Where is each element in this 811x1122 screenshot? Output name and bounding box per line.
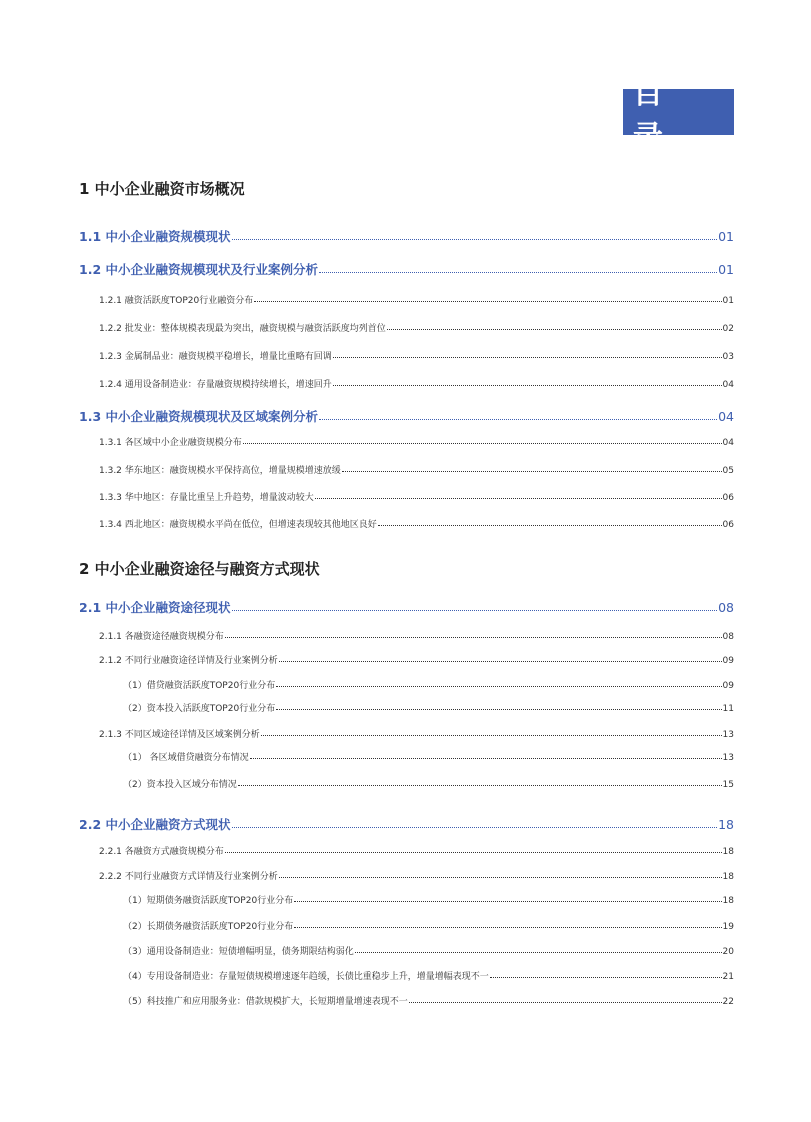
toc-page-number: 01 (718, 262, 734, 277)
toc-entry-label: （5）科技推广和应用服务业：借款规模扩大，长短期增量增速表现不一 (123, 997, 408, 1007)
chapter-heading: 2 中小企业融资途径与融资方式现状 (79, 560, 320, 578)
toc-leader-dots (243, 443, 722, 444)
toc-leader-dots (250, 758, 722, 759)
toc-entry-label: 1.3.3 华中地区：存量比重呈上升趋势，增量波动较大 (99, 493, 314, 503)
toc-entry-label: （4）专用设备制造业：存量短债规模增速逐年趋缓，长债比重稳步上升，增量增幅表现不一 (123, 972, 489, 982)
toc-subsection-entry[interactable] (0, 321, 734, 334)
toc-entry-label: （2）资本投入区域分布情况 (123, 780, 237, 790)
toc-section-entry[interactable] (0, 815, 734, 833)
toc-section-entry[interactable] (0, 260, 734, 278)
toc-entry-label: 1.3.1 各区域中小企业融资规模分布 (99, 438, 242, 448)
toc-leader-dots (238, 785, 722, 786)
toc-entry-label: 2.2 中小企业融资方式现状 (79, 817, 231, 832)
toc-item-entry[interactable] (0, 919, 734, 932)
toc-entry-label: 1.2.1 融资活跃度TOP20行业融资分布 (99, 296, 254, 306)
toc-entry-label: （1）借贷融资活跃度TOP20行业分布 (123, 681, 276, 691)
toc-title: 目 录 (623, 89, 734, 135)
toc-entry-label: 1.2.4 通用设备制造业：存量融资规模持续增长，增速回升 (99, 380, 332, 390)
toc-leader-dots (232, 610, 718, 611)
toc-section-entry[interactable] (0, 227, 734, 245)
toc-entry-label: 1.2.2 批发业：整体规模表现最为突出，融资规模与融资活跃度均列首位 (99, 324, 386, 334)
toc-leader-dots (225, 852, 722, 853)
toc-leader-dots (378, 525, 722, 526)
toc-subsection-entry[interactable] (0, 727, 734, 740)
toc-page-number: 11 (722, 704, 734, 714)
toc-page-number: 04 (718, 409, 734, 424)
toc-subsection-entry[interactable] (0, 844, 734, 857)
toc-leader-dots (232, 239, 718, 240)
toc-page-number: 13 (722, 753, 734, 763)
toc-page-number: 20 (722, 947, 734, 957)
toc-leader-dots (387, 329, 722, 330)
toc-subsection-entry[interactable] (0, 653, 734, 666)
toc-page-number: 21 (722, 972, 734, 982)
toc-entry-label: （2）资本投入活跃度TOP20行业分布 (123, 704, 276, 714)
toc-entry-label: 2.1 中小企业融资途径现状 (79, 600, 231, 615)
toc-leader-dots (232, 827, 718, 828)
toc-page-number: 08 (718, 600, 734, 615)
toc-subsection-entry[interactable] (0, 869, 734, 882)
toc-page-number: 09 (722, 656, 734, 666)
toc-entry-label: （1） 各区域借贷融资分布情况 (123, 753, 249, 763)
toc-leader-dots (254, 301, 721, 302)
toc-leader-dots (342, 471, 722, 472)
toc-page-number: 19 (722, 922, 734, 932)
toc-entry-label: 2.2.1 各融资方式融资规模分布 (99, 847, 224, 857)
toc-leader-dots (319, 272, 717, 273)
toc-subsection-entry[interactable] (0, 377, 734, 390)
toc-leader-dots (276, 686, 721, 687)
toc-subsection-entry[interactable] (0, 293, 734, 306)
toc-leader-dots (294, 927, 721, 928)
toc-page-number: 22 (722, 997, 734, 1007)
toc-leader-dots (490, 977, 722, 978)
toc-item-entry[interactable] (0, 777, 734, 790)
toc-item-entry[interactable] (0, 701, 734, 714)
toc-entry-label: 2.2.2 不同行业融资方式详情及行业案例分析 (99, 872, 278, 882)
toc-entry-label: 1.1 中小企业融资规模现状 (79, 229, 231, 244)
toc-page-number: 13 (722, 730, 734, 740)
toc-leader-dots (319, 419, 717, 420)
toc-entry-label: 1.3.2 华东地区：融资规模水平保持高位，增量规模增速放缓 (99, 466, 341, 476)
toc-subsection-entry[interactable] (0, 490, 734, 503)
toc-page-number: 18 (718, 817, 734, 832)
toc-leader-dots (279, 877, 722, 878)
toc-leader-dots (261, 735, 722, 736)
toc-leader-dots (276, 709, 721, 710)
toc-subsection-entry[interactable] (0, 629, 734, 642)
toc-entry-label: 1.2.3 金属制品业：融资规模平稳增长，增量比重略有回调 (99, 352, 332, 362)
toc-item-entry[interactable] (0, 678, 734, 691)
toc-item-entry[interactable] (0, 969, 734, 982)
toc-leader-dots (315, 498, 722, 499)
toc-page-number: 08 (722, 632, 734, 642)
toc-page-number: 06 (722, 493, 734, 503)
toc-leader-dots (333, 385, 722, 386)
toc-page-number: 18 (722, 847, 734, 857)
toc-page-number: 06 (722, 520, 734, 530)
toc-subsection-entry[interactable] (0, 349, 734, 362)
toc-item-entry[interactable] (0, 750, 734, 763)
toc-page-number: 15 (722, 780, 734, 790)
toc-page-number: 09 (722, 681, 734, 691)
toc-entry-label: 2.1.2 不同行业融资途径详情及行业案例分析 (99, 656, 278, 666)
toc-subsection-entry[interactable] (0, 517, 734, 530)
toc-page-number: 04 (722, 438, 734, 448)
toc-page-number: 05 (722, 466, 734, 476)
toc-entry-label: 1.3.4 西北地区：融资规模水平尚在低位，但增速表现较其他地区良好 (99, 520, 377, 530)
toc-page-number: 01 (722, 296, 734, 306)
toc-item-entry[interactable] (0, 994, 734, 1007)
toc-entry-label: （3）通用设备制造业：短债增幅明显，债务期限结构弱化 (123, 947, 354, 957)
toc-entry-label: 2.1.3 不同区域途径详情及区域案例分析 (99, 730, 260, 740)
toc-page-number: 18 (722, 872, 734, 882)
toc-subsection-entry[interactable] (0, 463, 734, 476)
toc-section-entry[interactable] (0, 407, 734, 425)
toc-page-number: 18 (722, 896, 734, 906)
toc-page-number: 02 (722, 324, 734, 334)
toc-subsection-entry[interactable] (0, 435, 734, 448)
toc-section-entry[interactable] (0, 598, 734, 616)
toc-leader-dots (333, 357, 722, 358)
chapter-heading: 1 中小企业融资市场概况 (79, 180, 245, 198)
toc-leader-dots (355, 952, 722, 953)
toc-page-number: 03 (722, 352, 734, 362)
toc-entry-label: 1.2 中小企业融资规模现状及行业案例分析 (79, 262, 318, 277)
toc-entry-label: （2）长期债务融资活跃度TOP20行业分布 (123, 922, 294, 932)
toc-entry-label: （1）短期债务融资活跃度TOP20行业分布 (123, 896, 294, 906)
toc-item-entry[interactable] (0, 893, 734, 906)
toc-leader-dots (279, 661, 722, 662)
toc-entry-label: 2.1.1 各融资途径融资规模分布 (99, 632, 224, 642)
toc-leader-dots (294, 901, 721, 902)
toc-entry-label: 1.3 中小企业融资规模现状及区域案例分析 (79, 409, 318, 424)
toc-leader-dots (409, 1002, 722, 1003)
toc-item-entry[interactable] (0, 944, 734, 957)
toc-leader-dots (225, 637, 722, 638)
toc-page-number: 01 (718, 229, 734, 244)
toc-page-number: 04 (722, 380, 734, 390)
